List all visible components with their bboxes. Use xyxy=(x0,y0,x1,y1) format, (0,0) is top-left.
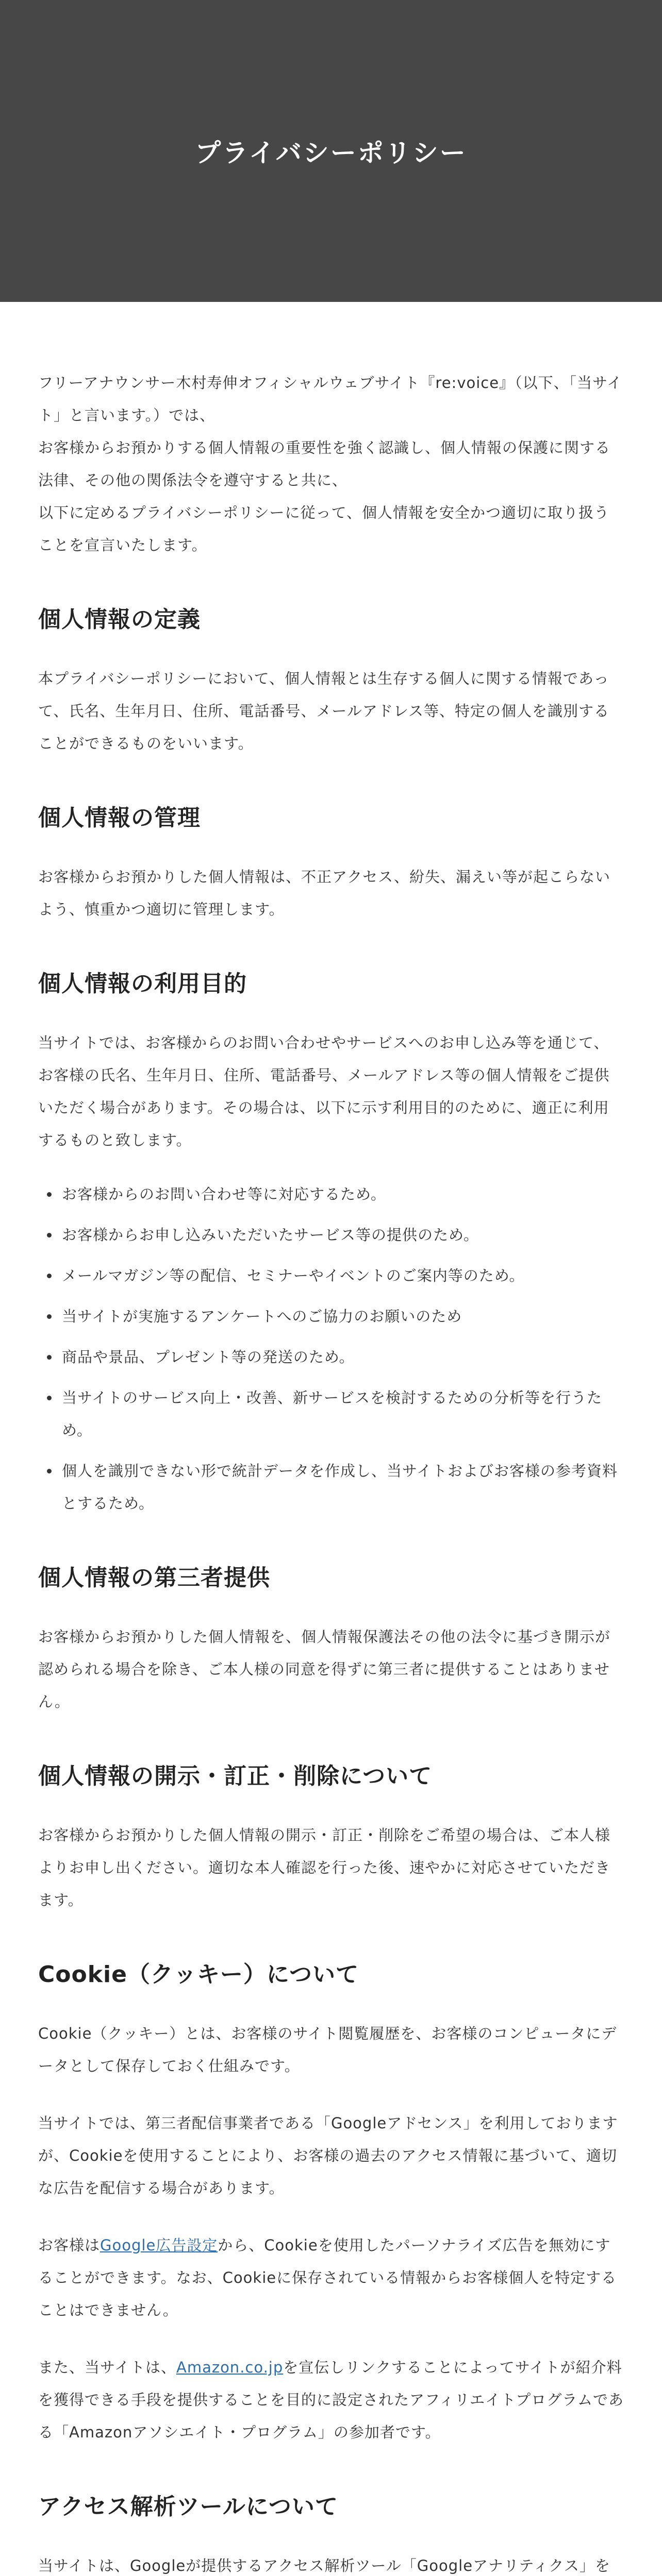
policy-content xyxy=(0,302,662,2576)
section-text: 当サイトでは、お客様からのお問い合わせやサービスへのお申し込み等を通じて、お客様の氏名、生年月日、住所、電話番号、メールアドレス等の個人情報をご提供いただく場合があります。その場合は、以下に示す利用目的のために、適正に利用するものと致します。 xyxy=(38,1034,610,1149)
google-ad-settings-link[interactable]: Google広告設定 xyxy=(100,2236,218,2254)
section-text: 本プライバシーポリシーにおいて、個人情報とは生存する個人に関する情報であって、氏名、生年月日、住所、電話番号、メールアドレス等、特定の個人を識別することができるものをいいます。 xyxy=(38,670,609,752)
intro-line: お客様からお預かりする個人情報の重要性を強く認識し、個人情報の保護に関する法律、その他の関係法令を遵守すると共に、 xyxy=(38,439,611,489)
purpose-section xyxy=(38,969,624,1520)
text-segment: お客様は xyxy=(38,2236,101,2254)
list-item: • メールマガジン等の配信、セミナーやイベントのご案内等のため。 xyxy=(60,1260,624,1292)
list-item: • 商品や景品、プレゼント等の発送のため。 xyxy=(60,1341,624,1374)
text-segment: から、Cookieを使用したパーソナライズ広告を無効にすることができます。なお、Cookieに保存されている情報からお客様個人を特定することはできません。 xyxy=(38,2236,617,2319)
page-header xyxy=(0,0,662,302)
intro-section xyxy=(38,367,624,562)
section-text: お客様からお預かりした個人情報の開示・訂正・削除をご希望の場合は、ご本人様よりお申し出ください。適切な本人確認を行った後、速やかに対応させていただきます。 xyxy=(38,1826,611,1909)
section-heading: 個人情報の開示・訂正・削除について xyxy=(38,1763,433,1789)
section-text: お客様からお預かりした個人情報は、不正アクセス、紛失、漏えい等が起こらないよう、慎重かつ適切に管理します。 xyxy=(38,868,611,918)
third-party-section xyxy=(38,1563,624,1718)
page-title: プライバシーポリシー xyxy=(195,138,467,168)
section-text: 当サイトでは、第三者配信事業者である「Googleアドセンス」を利用しておりますが、Cookieを使用することにより、お客様の過去のアクセス情報に基づいて、適切な広告を配信する場合があります。 xyxy=(38,2114,618,2197)
intro-line: フリーアナウンサー木村寿伸オフィシャルウェブサイト『re:voice』（以下、「当サイト」と言います。）では、 xyxy=(38,374,623,424)
list-item: • お客様からお申し込みいただいたサービス等の提供のため。 xyxy=(60,1219,624,1251)
section-heading: 個人情報の利用目的 xyxy=(38,971,247,997)
cookie-section xyxy=(38,1960,624,2449)
section-text xyxy=(38,2351,624,2449)
section-text: Cookie（クッキー）とは、お客様のサイト閲覧履歴を、お客様のコンピュータにデータとして保存しておく仕組みです。 xyxy=(38,2025,617,2075)
section-heading: 個人情報の定義 xyxy=(38,606,201,633)
section-text: 当サイトは、Googleが提供するアクセス解析ツール「Googleアナリティクス」を xyxy=(38,2557,610,2574)
section-text xyxy=(38,2229,624,2327)
list-item: • 当サイトが実施するアンケートへのご協力のお願いのため xyxy=(60,1300,624,1333)
list-item: • 個人を識別できない形で統計データを作成し、当サイトおよびお客様の参考資料とするため。 xyxy=(60,1455,624,1520)
disclosure-section xyxy=(38,1761,624,1917)
text-segment: を宣伝しリンクすることによってサイトが紹介料を獲得できる手段を提供することを目的に設定されたアフィリエイトプログラムである「Amazonアソシエイト・プログラム」の参加者です。 xyxy=(38,2359,624,2441)
list-item: • お客様からのお問い合わせ等に対応するため。 xyxy=(60,1178,624,1211)
intro-line: 以下に定めるプライバシーポリシーに従って、個人情報を安全かつ適切に取り扱うことを宣言いたします。 xyxy=(38,504,609,554)
section-heading: Cookie（クッキー）について xyxy=(38,1961,359,1988)
amazon-link[interactable]: Amazon.co.jp xyxy=(176,2359,284,2376)
management-section xyxy=(38,803,624,926)
section-text: お客様からお預かりした個人情報を、個人情報保護法その他の法令に基づき開示が認められる場合を除き、ご本人様の同意を得ずに第三者に提供することはありません。 xyxy=(38,1628,611,1710)
section-heading: アクセス解析ツールについて xyxy=(38,2494,338,2520)
purpose-list xyxy=(38,1178,624,1520)
list-item: • 当サイトのサービス向上・改善、新サービスを検討するための分析等を行うため。 xyxy=(60,1382,624,1447)
definition-section xyxy=(38,605,624,760)
analytics-section xyxy=(38,2492,624,2576)
text-segment: また、当サイトは、 xyxy=(38,2359,176,2376)
section-heading: 個人情報の管理 xyxy=(38,805,201,831)
section-heading: 個人情報の第三者提供 xyxy=(38,1565,270,1591)
